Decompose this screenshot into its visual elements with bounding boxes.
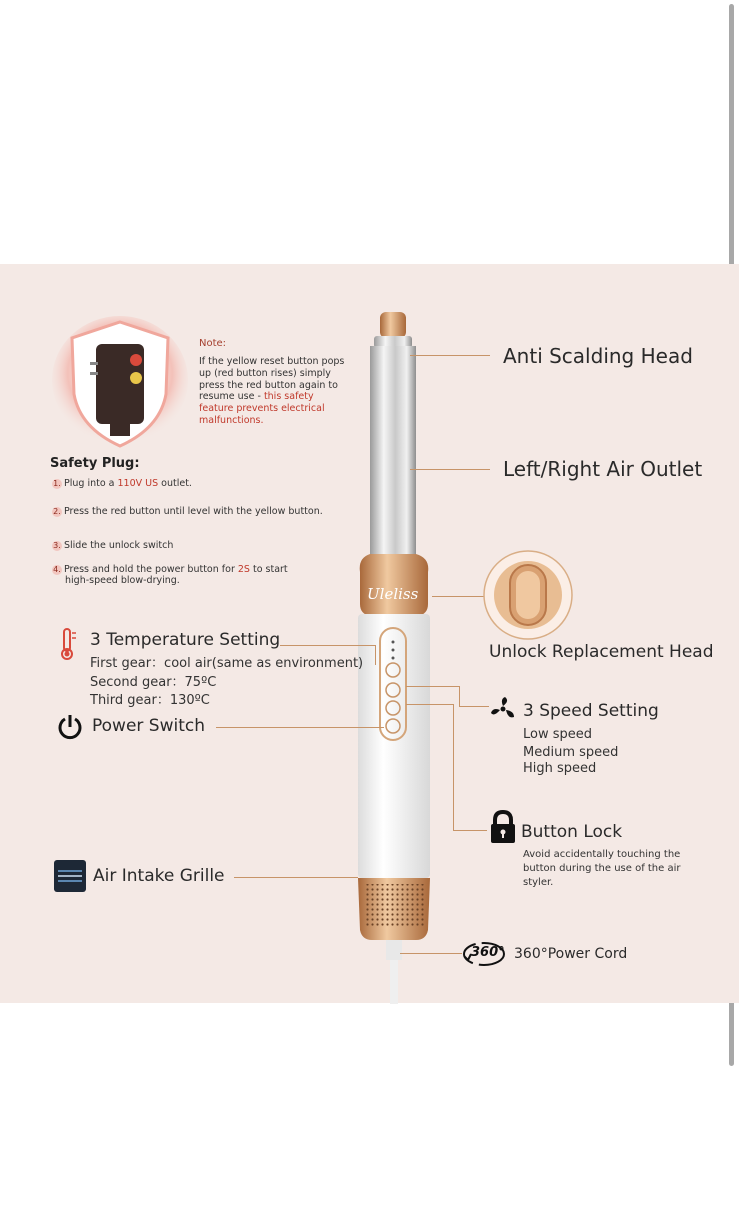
hair-styler-image [350, 312, 440, 1004]
fan-icon [490, 697, 516, 721]
connector-line [453, 830, 487, 831]
anti-scalding-head-label: Anti Scalding Head [503, 344, 693, 368]
connector-line [400, 953, 462, 954]
unlock-head-label: Unlock Replacement Head [489, 642, 714, 662]
speed-high: High speed [523, 761, 597, 776]
step-text: Press and hold the power button for [64, 564, 238, 575]
safety-step-3 [52, 540, 173, 551]
step-number: 4. [53, 565, 61, 574]
connector-line [459, 706, 489, 707]
safety-plug-title: Safety Plug: [50, 456, 140, 471]
safety-step-4 [52, 564, 288, 586]
step-number: 2. [53, 507, 61, 516]
step-highlight: 2S [237, 564, 250, 575]
thermometer-icon [58, 627, 78, 661]
brand-logo: Uleliss [367, 585, 419, 603]
connector-line [410, 355, 490, 356]
speed-low: Low speed [523, 727, 593, 742]
connector-line [216, 727, 384, 728]
button-lock-desc-1: Avoid accidentally touching the [523, 849, 681, 860]
connector-line [406, 704, 454, 705]
safety-step-2 [52, 506, 323, 517]
power-icon [57, 713, 83, 741]
step-text: Plug into a [64, 478, 118, 489]
step-number: 3. [53, 541, 61, 550]
step-text: Press the red button until level with the yellow button. [64, 506, 323, 517]
step-text-line2: high-speed blow-drying. [65, 575, 180, 586]
temperature-setting-title: 3 Temperature Setting [90, 630, 281, 650]
temp-third-gear: Third gear：130ºC [90, 693, 210, 708]
button-lock-title: Button Lock [521, 822, 623, 842]
safety-step-1 [52, 478, 192, 489]
step-highlight: 110V US [117, 478, 159, 489]
connector-line [234, 877, 358, 878]
note-text: If the yellow reset button pops up (red button rises) simply press the red button again to resume use - [199, 356, 345, 403]
temp-second-gear: Second gear：75ºC [90, 675, 217, 690]
step-number: 1. [53, 479, 61, 488]
connector-line [432, 596, 484, 597]
connector-line [459, 686, 460, 706]
connector-line [410, 469, 490, 470]
connector-line [280, 645, 375, 646]
connector-line [375, 645, 376, 665]
connector-line [453, 704, 454, 830]
shield-plug-icon [50, 316, 190, 451]
grille-icon [54, 860, 86, 892]
power-cord-label: 360°Power Cord [514, 946, 628, 962]
note-body [199, 356, 349, 427]
note-title: Note: [199, 338, 227, 349]
step-text-end: outlet. [158, 478, 192, 489]
connector-line [406, 686, 460, 687]
lock-icon [488, 810, 518, 844]
cord-badge: 360° [471, 945, 505, 960]
note-highlight: this safety feature prevents electrical malfunctions. [199, 391, 325, 426]
step-text-end: to start [249, 564, 288, 575]
temp-first-gear: First gear：cool air(same as environment) [90, 656, 364, 671]
button-lock-desc-2: button during the use of the air [523, 863, 681, 874]
step-text: Slide the unlock switch [64, 540, 174, 551]
unlock-head-image [482, 549, 574, 641]
power-switch-label: Power Switch [92, 716, 206, 736]
speed-medium: Medium speed [523, 745, 619, 760]
air-outlet-label: Left/Right Air Outlet [503, 457, 703, 481]
speed-setting-title: 3 Speed Setting [523, 701, 659, 721]
air-intake-grille-label: Air Intake Grille [93, 866, 225, 886]
button-lock-desc-3: styler. [523, 877, 554, 888]
